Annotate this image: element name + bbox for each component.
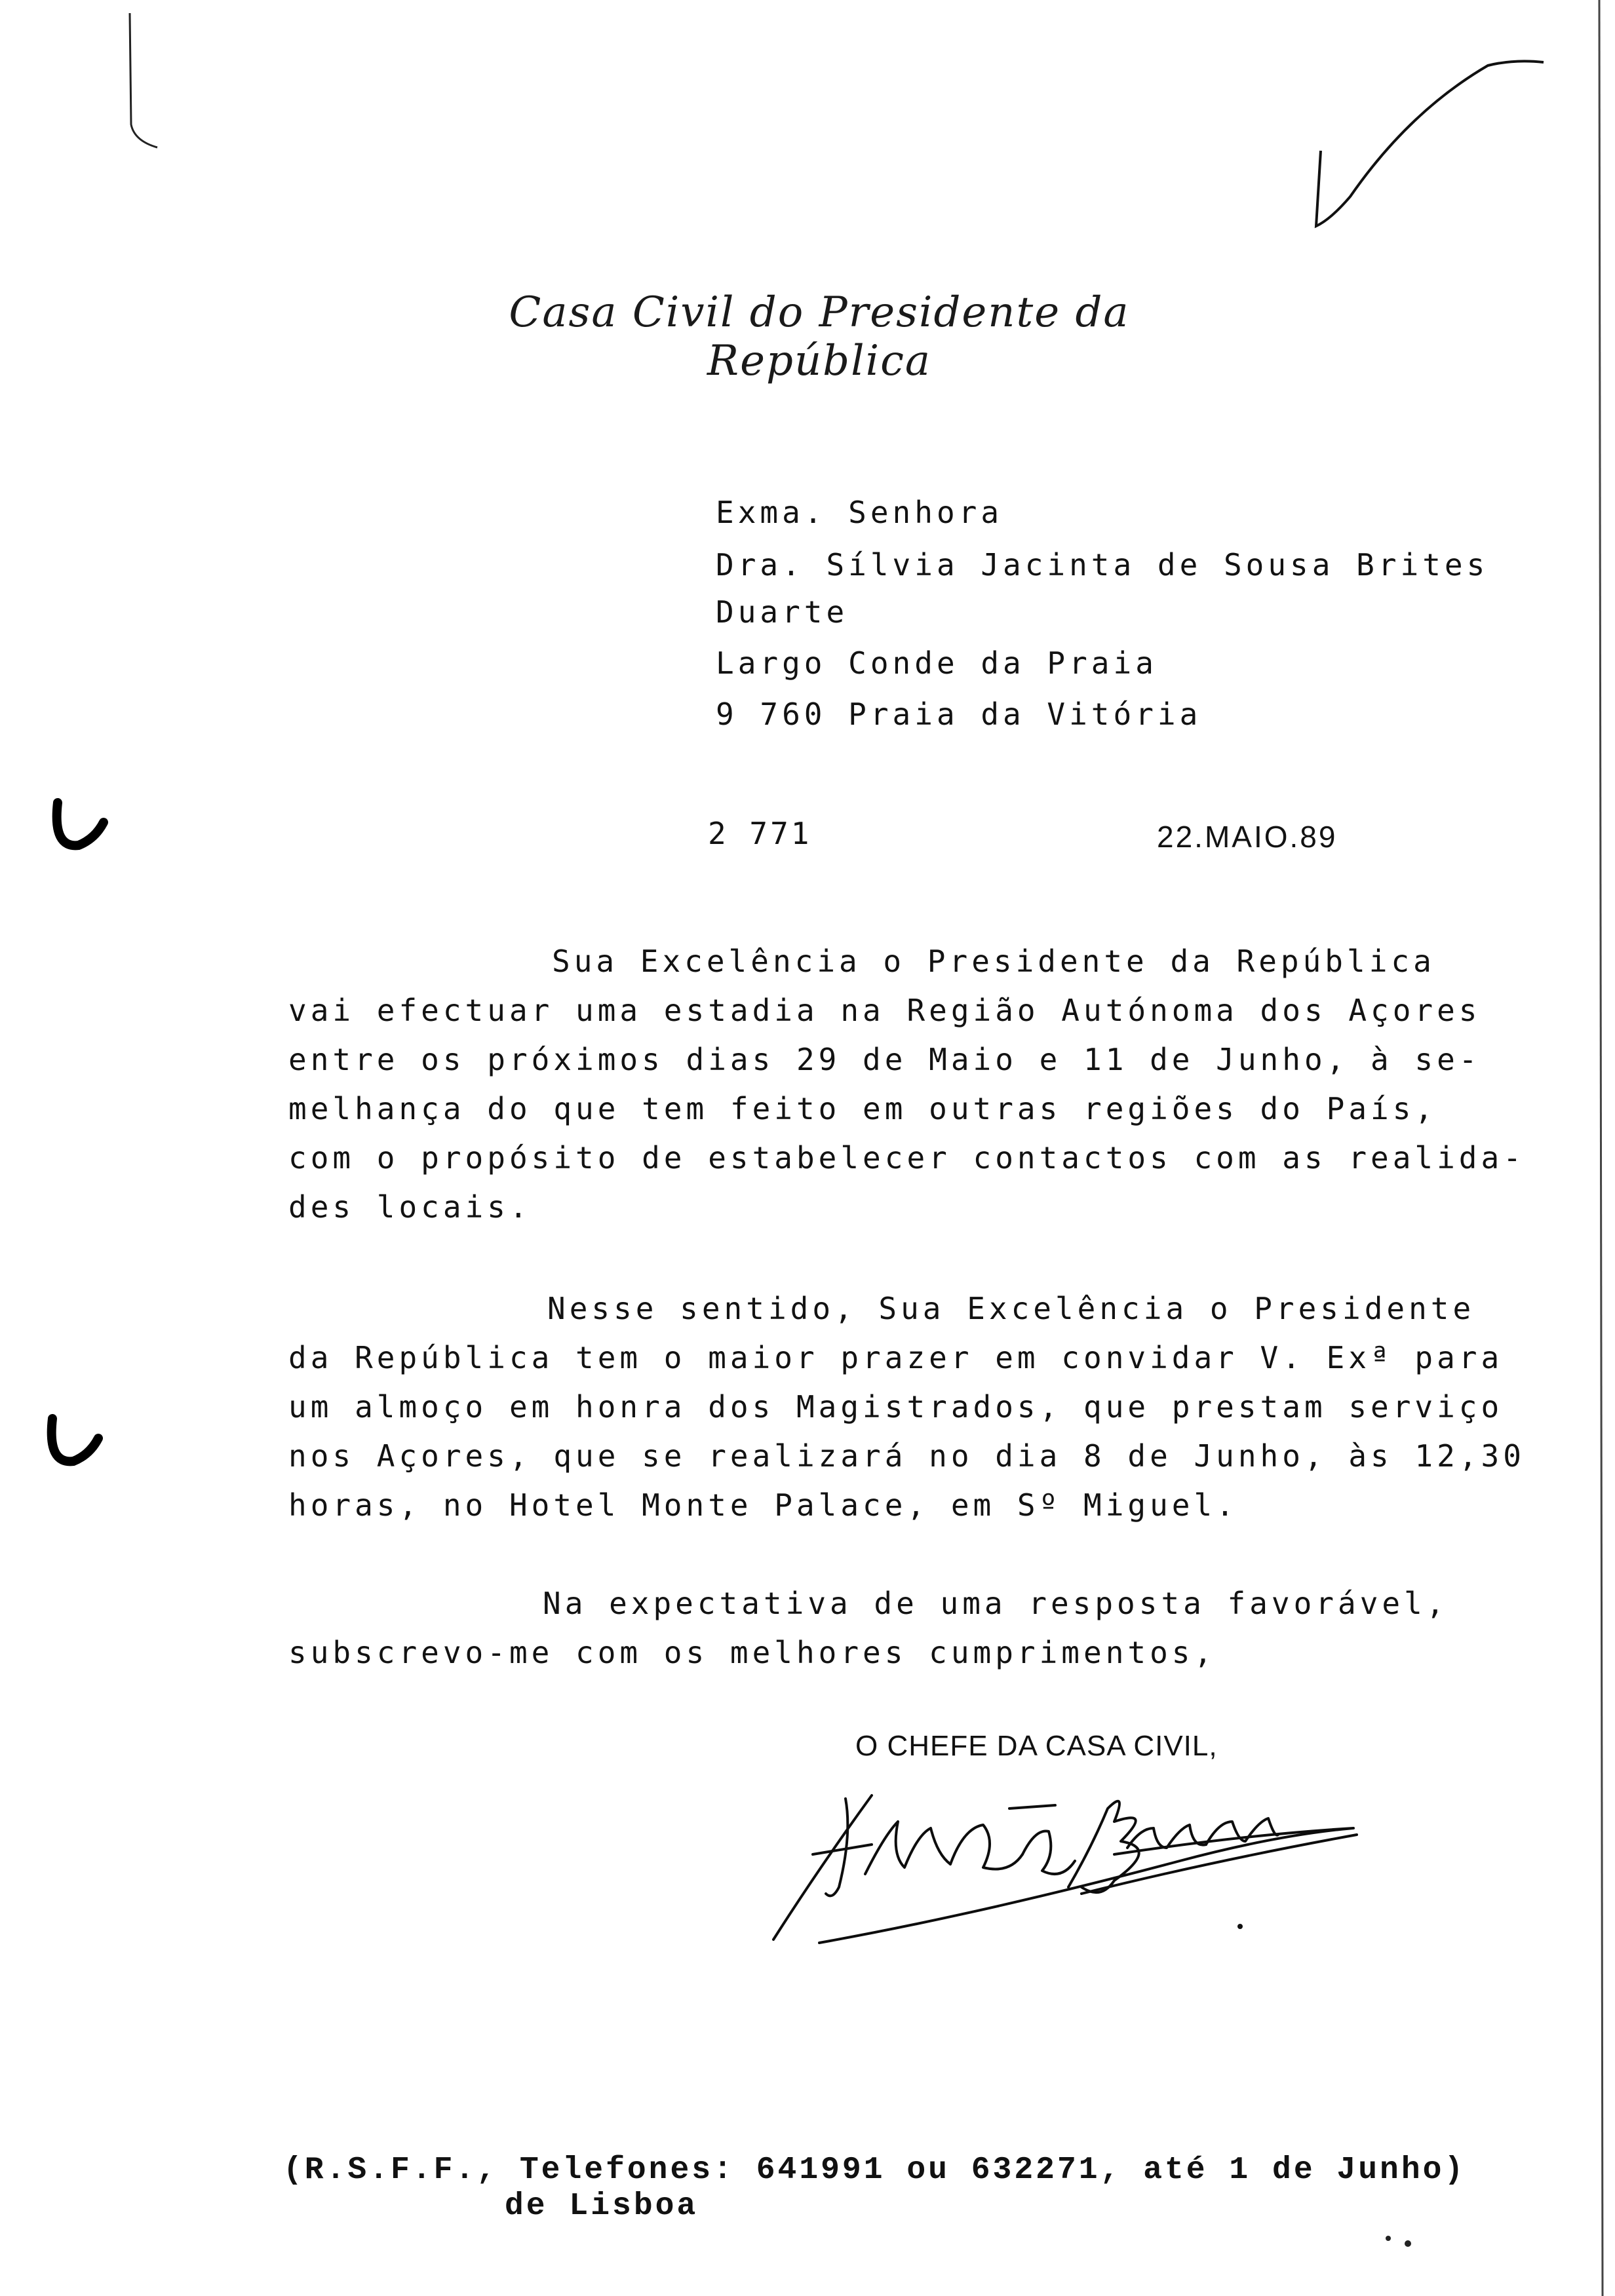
footer-location-line: de Lisboa: [505, 2189, 699, 2224]
reference-number: 2 771: [708, 816, 812, 851]
reference-date: 22.MAIO.89: [1157, 820, 1338, 854]
paragraph1-line6: des locais.: [288, 1189, 532, 1225]
recipient-salutation: Exma. Senhora: [716, 495, 1003, 530]
signature-title: O CHEFE DA CASA CIVIL,: [855, 1730, 1218, 1762]
footer-contact-line: (R.S.F.F., Telefones: 641991 ou 632271, até 1 de Junho): [283, 2152, 1466, 2188]
recipient-street: Largo Conde da Praia: [716, 645, 1158, 681]
paragraph1-line1: Sua Excelência o Presidente da República: [552, 944, 1435, 979]
recipient-city: 9 760 Praia da Vitória: [716, 697, 1202, 732]
paragraph2-line1: Nesse sentido, Sua Excelência o Presidente: [547, 1291, 1475, 1326]
paragraph2-line3: um almoço em honra dos Magistrados, que prestam serviço: [288, 1389, 1504, 1425]
paragraph2-line5: horas, no Hotel Monte Palace, em Sº Miguel.: [288, 1487, 1238, 1523]
paragraph1-line5: com o propósito de estabelecer contactos com as realida-: [288, 1140, 1525, 1176]
letterhead: Casa Civil do Presidente da República: [509, 288, 1130, 385]
paragraph3-line2: subscrevo-me com os melhores cumprimentos,: [288, 1635, 1216, 1670]
paragraph1-line4: melhança do que tem feito em outras regiões do País,: [288, 1091, 1437, 1126]
paragraph3-line1: Na expectativa de uma resposta favorável,: [543, 1586, 1449, 1621]
recipient-name-line1: Dra. Sílvia Jacinta de Sousa Brites: [716, 547, 1489, 583]
paragraph1-line2: vai efectuar uma estadia na Região Autónoma dos Açores: [288, 993, 1481, 1028]
paragraph1-line3: entre os próximos dias 29 de Maio e 11 de Junho, à se-: [288, 1042, 1481, 1077]
recipient-name-line2: Duarte: [716, 594, 849, 630]
paragraph2-line2: da República tem o maior prazer em convidar V. Exª para: [288, 1340, 1504, 1375]
paragraph2-line4: nos Açores, que se realizará no dia 8 de Junho, às 12,30: [288, 1438, 1525, 1474]
